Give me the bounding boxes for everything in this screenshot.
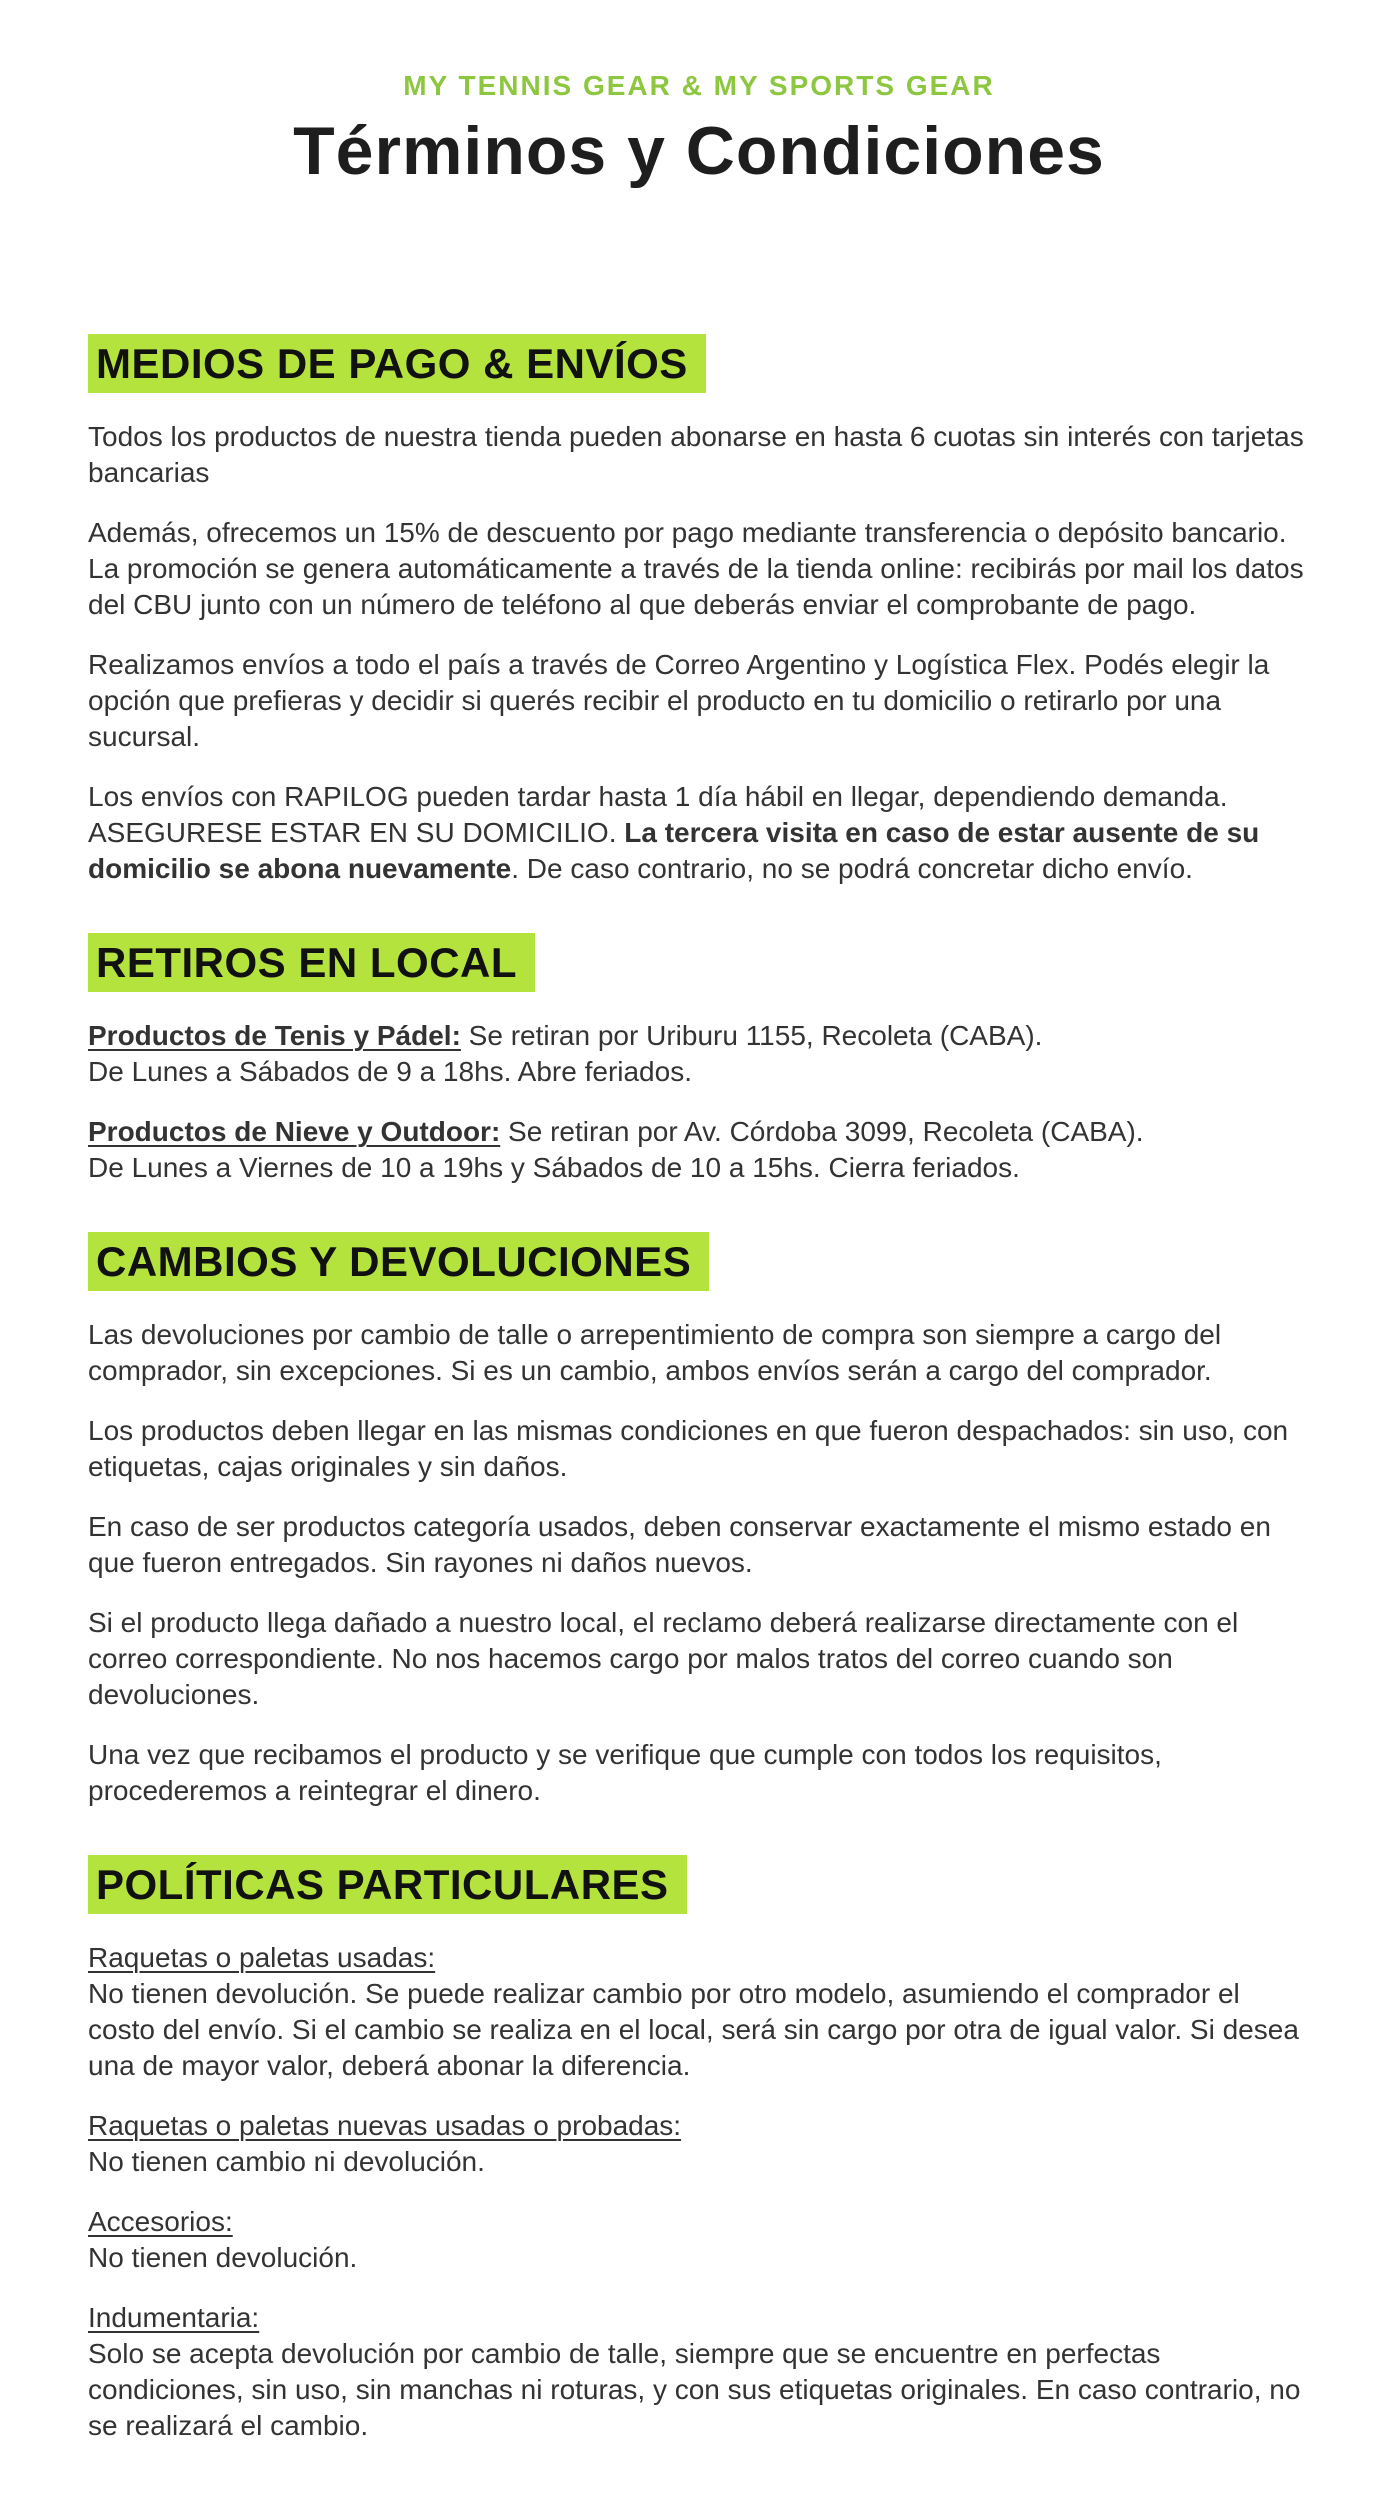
page-title: Términos y Condiciones (293, 113, 1105, 189)
paragraph (88, 1940, 1310, 2084)
section-heading-row (88, 334, 1310, 393)
terms-sections (88, 334, 1310, 2444)
text-run: Realizamos envíos a todo el país a través de Correo Argentino y Logística Flex. Podés elegir la opción que prefieras y decidir si querés recibir el producto en tu domicilio o retirarlo por una sucursal. (88, 649, 1270, 752)
text-run: Las devoluciones por cambio de talle o arrepentimiento de compra son siempre a cargo del comprador, sin excepciones. Si es un cambio, ambos envíos serán a cargo del comprador. (88, 1319, 1222, 1386)
text-run: No tienen devolución. Se puede realizar cambio por otro modelo, asumiendo el comprador el costo del envío. Si el cambio se realiza en el local, será sin cargo por otra de igual valor. Si desea una de mayor valor, deberá abonar la diferencia. (88, 1978, 1299, 2081)
brand-line: MY TENNIS GEAR & MY SPORTS GEAR (403, 70, 995, 101)
text-run: No tienen devolución. (88, 2242, 358, 2273)
paragraph (88, 515, 1310, 623)
section-body (88, 1317, 1310, 1809)
text-run: Todos los productos de nuestra tienda pueden abonarse en hasta 6 cuotas sin interés con tarjetas bancarias (88, 421, 1304, 488)
label-run: Productos de Nieve y Outdoor: (88, 1116, 501, 1147)
terms-section-2 (88, 933, 1310, 1186)
section-heading-row (88, 933, 1310, 992)
text-run: Una vez que recibamos el producto y se verifique que cumple con todos los requisitos, procederemos a reintegrar el dinero. (88, 1739, 1162, 1806)
text-run: . De caso contrario, no se podrá concretar dicho envío. (511, 853, 1193, 884)
label-run: Productos de Tenis y Pádel: (88, 1020, 461, 1051)
text-run: Además, ofrecemos un 15% de descuento por pago mediante transferencia o depósito bancario. La promoción se genera automáticamente a través de la tienda online: recibirás por mail los datos del CBU junto con un número de teléfono al que deberás enviar el comprobante de pago. (88, 517, 1304, 620)
paragraph (88, 2204, 1310, 2276)
text-run: Los productos deben llegar en las mismas condiciones en que fueron despachados: sin uso, con etiquetas, cajas originales y sin daños. (88, 1415, 1289, 1482)
text-run: En caso de ser productos categoría usados, deben conservar exactamente el mismo estado en que fueron entregados. Sin rayones ni daños nuevos. (88, 1511, 1271, 1578)
section-body (88, 419, 1310, 887)
paragraph (88, 647, 1310, 755)
section-heading-row (88, 1232, 1310, 1291)
label-run: Accesorios: (88, 2206, 233, 2237)
paragraph (88, 1509, 1310, 1581)
paragraph (88, 1018, 1310, 1090)
paragraph (88, 1317, 1310, 1389)
section-body (88, 1018, 1310, 1186)
text-run: Si el producto llega dañado a nuestro local, el reclamo deberá realizarse directamente con el correo correspondiente. No nos hacemos cargo por malos tratos del correo cuando son devoluciones. (88, 1607, 1239, 1710)
section-heading: MEDIOS DE PAGO & ENVÍOS (88, 334, 706, 393)
label-run: Raquetas o paletas nuevas usadas o probadas: (88, 2110, 682, 2141)
label-run: Raquetas o paletas usadas: (88, 1942, 436, 1973)
paragraph (88, 1605, 1310, 1713)
section-heading: RETIROS EN LOCAL (88, 933, 535, 992)
terms-section-4 (88, 1855, 1310, 2444)
text-run: Se retiran por Uriburu 1155, Recoleta (CABA). (460, 1020, 1043, 1051)
section-heading-row (88, 1855, 1310, 1914)
paragraph (88, 779, 1310, 887)
text-run: Solo se acepta devolución por cambio de talle, siempre que se encuentre en perfectas condiciones, sin uso, sin manchas ni roturas, y con sus etiquetas originales. En caso contrario, no se realizará el cambio. (88, 2338, 1301, 2441)
paragraph (88, 1114, 1310, 1186)
paragraph (88, 2108, 1310, 2180)
terms-section-3 (88, 1232, 1310, 1809)
document-header (88, 70, 1310, 190)
paragraph (88, 419, 1310, 491)
text-run: Se retiran por Av. Córdoba 3099, Recoleta (CABA). (500, 1116, 1144, 1147)
text-run: Los envíos con RAPILOG pueden tardar hasta 1 día hábil en llegar, dependiendo demanda. ASEGURESE ESTAR EN SU DOMICILIO. (88, 781, 1228, 848)
text-run: De Lunes a Sábados de 9 a 18hs. Abre feriados. (88, 1056, 692, 1087)
section-body (88, 1940, 1310, 2444)
text-run: De Lunes a Viernes de 10 a 19hs y Sábados de 10 a 15hs. Cierra feriados. (88, 1152, 1020, 1183)
paragraph (88, 2300, 1310, 2444)
paragraph (88, 1737, 1310, 1809)
terms-section-1 (88, 334, 1310, 887)
paragraph (88, 1413, 1310, 1485)
label-run: Indumentaria: (88, 2302, 260, 2333)
section-heading: POLÍTICAS PARTICULARES (88, 1855, 687, 1914)
section-heading: CAMBIOS Y DEVOLUCIONES (88, 1232, 709, 1291)
text-run: No tienen cambio ni devolución. (88, 2146, 485, 2177)
bold-run: La tercera visita en caso de estar ausente de su domicilio se abona nuevamente (88, 817, 1260, 884)
